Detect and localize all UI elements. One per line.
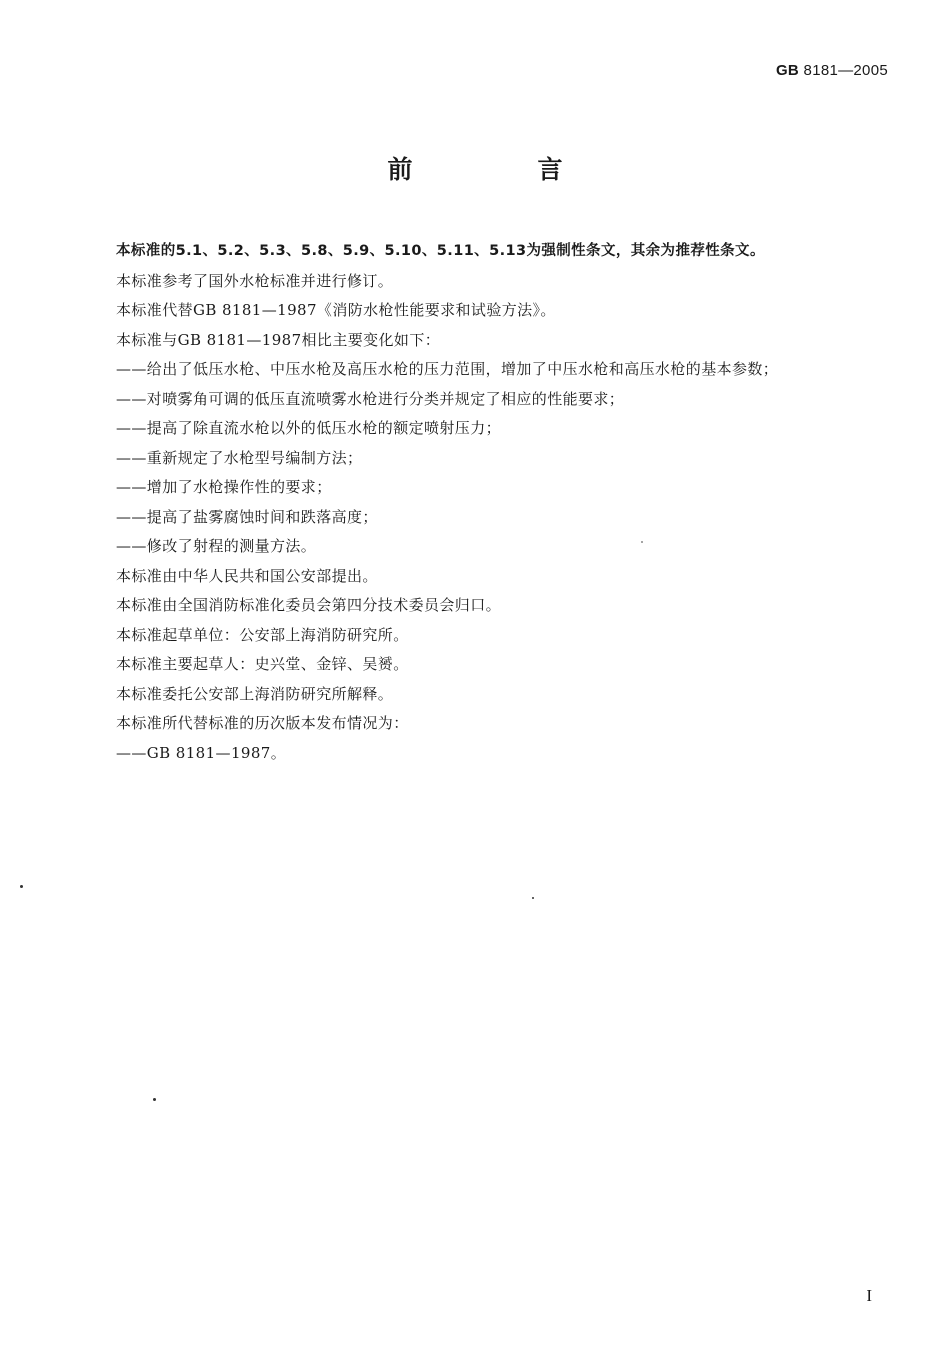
change-item: ——对喷雾角可调的低压直流喷雾水枪进行分类并规定了相应的性能要求；	[116, 389, 625, 408]
paragraph-history-intro: 本标准所代替标准的历次版本发布情况为：	[116, 714, 409, 732]
scan-speck	[20, 885, 23, 888]
history-item: ——GB 8181—1987。	[116, 743, 287, 762]
paragraph-committee: 本标准由全国消防标准化委员会第四分技术委员会归口。	[116, 596, 502, 614]
change-item: ——增加了水枪操作性的要求；	[116, 478, 332, 496]
paragraph-proposer: 本标准由中华人民共和国公安部提出。	[116, 566, 378, 585]
paragraph-changes-intro: 本标准与GB 8181—1987相比主要变化如下：	[116, 330, 441, 349]
change-item: ——提高了除直流水枪以外的低压水枪的额定喷射压力；	[116, 419, 502, 437]
standard-prefix: GB	[775, 62, 800, 79]
change-item: ——给出了低压水枪、中压水枪及高压水枪的压力范围，增加了中压水枪和高压水枪的基本参数；	[116, 360, 779, 378]
foreword-body	[116, 237, 906, 768]
paragraph-replaces: 本标准代替GB 8181—1987《消防水枪性能要求和试验方法》。	[116, 301, 556, 319]
scan-speck	[641, 541, 643, 543]
scan-speck	[153, 1098, 156, 1101]
scan-speck	[532, 897, 534, 899]
page-number: I	[866, 1286, 872, 1305]
paragraph-drafters: 本标准主要起草人：史兴堂、金锌、吴赟。	[116, 655, 409, 673]
standard-code	[776, 62, 888, 79]
mandatory-clauses-statement: 本标准的5.1、5.2、5.3、5.8、5.9、5.10、5.11、5.13为强制性条文，其余为推荐性条文。	[116, 243, 765, 259]
change-item: ——修改了射程的测量方法。	[116, 537, 317, 555]
standard-number: 8181—2005	[803, 62, 888, 79]
change-item: ——提高了盐雾腐蚀时间和跌落高度；	[116, 507, 378, 526]
page-title: 前 言	[387, 155, 613, 184]
change-item: ——重新规定了水枪型号编制方法；	[116, 448, 363, 467]
paragraph-reference: 本标准参考了国外水枪标准并进行修订。	[116, 271, 394, 290]
paragraph-interpretation: 本标准委托公安部上海消防研究所解释。	[116, 684, 394, 703]
paragraph-drafting-unit: 本标准起草单位：公安部上海消防研究所。	[116, 625, 409, 644]
